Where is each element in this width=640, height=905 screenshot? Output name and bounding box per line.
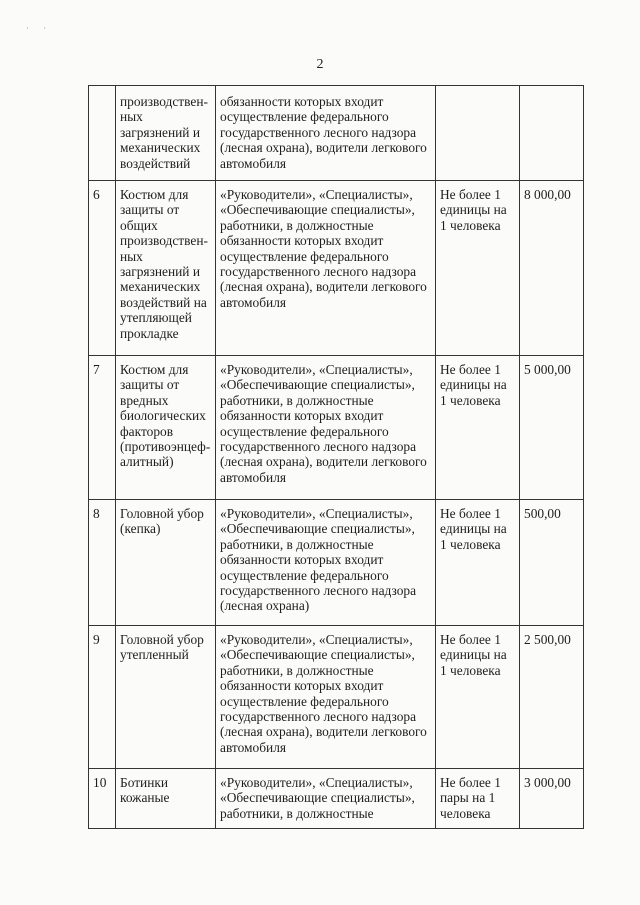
row-number: 6 (89, 181, 116, 356)
employee-categories: «Руководители», «Специалисты», «Обеспечивающие специалисты», работники, в должностные обязанности которых входит осуществление федерального государственного лесного надзора (лесная охрана), водители легкового автомобиля (216, 181, 436, 356)
quantity-norm: Не более 1 единицы на 1 человека (436, 356, 520, 500)
employee-categories: обязанности которых входит осуществление федерального государственного лесного надзора (лесная охрана), водители легкового автомобиля (216, 86, 436, 181)
page-number: 2 (316, 57, 324, 72)
quantity-norm: Не более 1 единицы на 1 человека (436, 626, 520, 769)
price-value: 8 000,00 (520, 181, 584, 356)
table-row (89, 500, 584, 626)
price-value: 5 000,00 (520, 356, 584, 500)
table-row (89, 181, 584, 356)
norms-table (88, 85, 584, 829)
item-name: Головной убор утепленный (116, 626, 216, 769)
quantity-norm: Не более 1 пары на 1 человека (436, 769, 520, 829)
quantity-norm: Не более 1 единицы на 1 человека (436, 181, 520, 356)
table-row (89, 626, 584, 769)
quantity-norm (436, 86, 520, 181)
quantity-norm: Не более 1 единицы на 1 человека (436, 500, 520, 626)
employee-categories: «Руководители», «Специалисты», «Обеспечивающие специалисты», работники, в должностные (216, 769, 436, 829)
row-number: 7 (89, 356, 116, 500)
price-value: 3 000,00 (520, 769, 584, 829)
table-row (89, 356, 584, 500)
table-row (89, 86, 584, 181)
item-name: Головной убор (кепка) (116, 500, 216, 626)
price-value (520, 86, 584, 181)
scan-mark: ˙ ˙ (26, 26, 53, 36)
item-name: Костюм для защиты от вредных биологических факторов (противоэнцефалитный) (116, 356, 216, 500)
employee-categories: «Руководители», «Специалисты», «Обеспечивающие специалисты», работники, в должностные обязанности которых входит осуществление федерального государственного лесного надзора (лесная охрана), водители легкового автомобиля (216, 626, 436, 769)
item-name: производственных загрязнений и механических воздействий (116, 86, 216, 181)
employee-categories: «Руководители», «Специалисты», «Обеспечивающие специалисты», работники, в должностные обязанности которых входит осуществление федерального государственного лесного надзора (лесная охрана), водители легкового автомобиля (216, 356, 436, 500)
table-row (89, 769, 584, 829)
item-name: Костюм для защиты от общих производственных загрязнений и механических воздействий на утепляющей прокладке (116, 181, 216, 356)
price-value: 2 500,00 (520, 626, 584, 769)
row-number: 8 (89, 500, 116, 626)
price-value: 500,00 (520, 500, 584, 626)
item-name: Ботинки кожаные (116, 769, 216, 829)
row-number (89, 86, 116, 181)
row-number: 9 (89, 626, 116, 769)
employee-categories: «Руководители», «Специалисты», «Обеспечивающие специалисты», работники, в должностные обязанности которых входит осуществление федерального государственного лесного надзора (лесная охрана) (216, 500, 436, 626)
row-number: 10 (89, 769, 116, 829)
